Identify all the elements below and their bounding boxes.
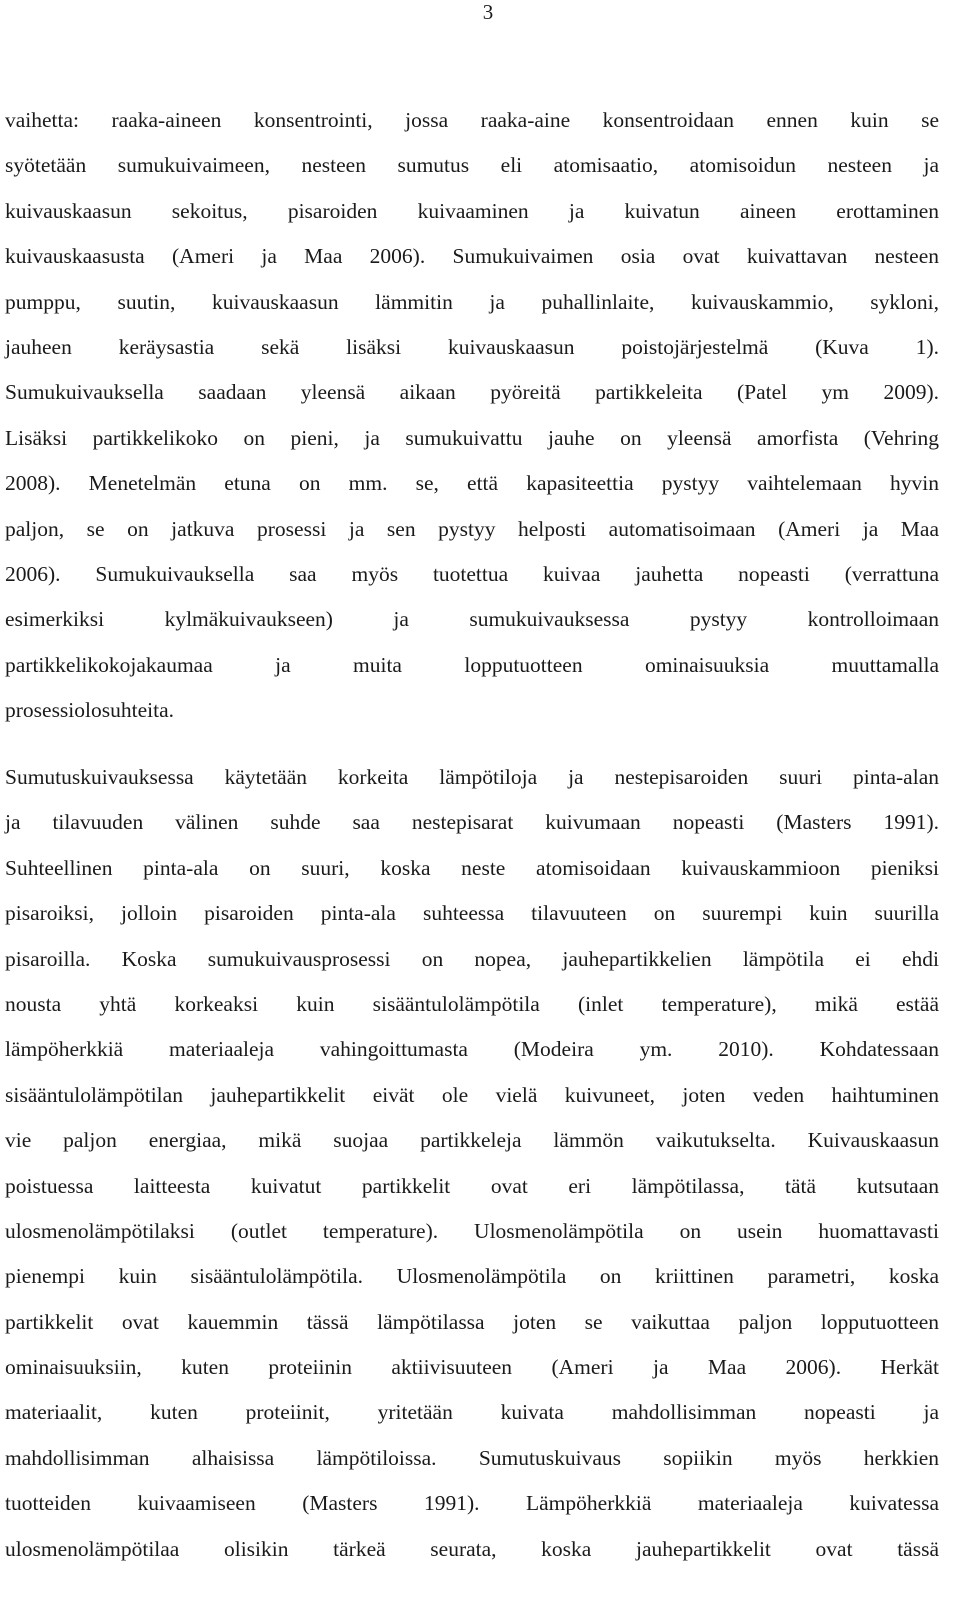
text-line: sisääntulolämpötilan jauhepartikkelit eivät ole vielä kuivuneet, joten veden haihtuminen [5, 1082, 939, 1107]
text-line: kuivauskaasun sekoitus, pisaroiden kuivaaminen ja kuivatun aineen erottaminen [5, 198, 939, 223]
text-line: Lisäksi partikkelikoko on pieni, ja sumukuivattu jauhe on yleensä amorfista (Vehring [5, 425, 939, 450]
text-line: mahdollisimman alhaisissa lämpötiloissa. Sumutuskuivaus sopiikin myös herkkien [5, 1445, 939, 1470]
text-line: pisaroilla. Koska sumukuivausprosessi on nopea, jauhepartikkelien lämpötila ei ehdi [5, 946, 939, 971]
text-line: pumppu, suutin, kuivauskaasun lämmitin ja puhallinlaite, kuivauskammio, sykloni, [5, 289, 939, 314]
text-line: Sumukuivauksella saadaan yleensä aikaan pyöreitä partikkeleita (Patel ym 2009). [5, 380, 939, 405]
paragraph-spray-drying-stages [5, 98, 939, 733]
text-line: pisaroiksi, jolloin pisaroiden pinta-ala suhteessa tilavuuteen on suurempi kuin suurilla [5, 901, 939, 926]
text-line: 2008). Menetelmän etuna on mm. se, että kapasiteettia pystyy vaihtelemaan hyvin [5, 471, 939, 496]
text-line: pienempi kuin sisääntulolämpötila. Ulosmenolämpötila on kriittinen parametri, koska [5, 1264, 939, 1289]
text-line: poistuessa laitteesta kuivatut partikkelit ovat eri lämpötilassa, tätä kutsutaan [5, 1173, 939, 1198]
text-line: nousta yhtä korkeaksi kuin sisääntulolämpötila (inlet temperature), mikä estää [5, 991, 939, 1016]
text-line: vaihetta: raaka-aineen konsentrointi, jossa raaka-aine konsentroidaan ennen kuin se [5, 108, 939, 132]
paragraph-temperatures [5, 755, 939, 1572]
text-line: ominaisuuksiin, kuten proteiinin aktiivisuuteen (Ameri ja Maa 2006). Herkät [5, 1355, 939, 1380]
text-line: vie paljon energiaa, mikä suojaa partikkeleja lämmön vaikutukselta. Kuivauskaasun [5, 1128, 939, 1153]
text-line: partikkelit ovat kauemmin tässä lämpötilassa joten se vaikuttaa paljon lopputuotteen [5, 1309, 939, 1334]
text-line: ulosmenolämpötilaksi (outlet temperature). Ulosmenolämpötila on usein huomattavasti [5, 1218, 939, 1243]
text-line: paljon, se on jatkuva prosessi ja sen pystyy helposti automatisoimaan (Ameri ja Maa [5, 516, 939, 541]
text-line: materiaalit, kuten proteiinit, yritetään kuivata mahdollisimman nopeasti ja [5, 1400, 939, 1425]
page-number-text: 3 [482, 0, 494, 24]
text-line: prosessiolosuhteita. [5, 698, 174, 723]
text-line: tuotteiden kuivaamiseen (Masters 1991). Lämpöherkkiä materiaaleja kuivatessa [5, 1491, 939, 1516]
text-line: kuivauskaasusta (Ameri ja Maa 2006). Sumukuivaimen osia ovat kuivattavan nesteen [5, 244, 939, 269]
text-line: 2006). Sumukuivauksella saa myös tuotettua kuivaa jauhetta nopeasti (verrattuna [5, 561, 939, 586]
text-line: ulosmenolämpötilaa olisikin tärkeä seurata, koska jauhepartikkelit ovat tässä [5, 1536, 939, 1561]
text-line: Suhteellinen pinta-ala on suuri, koska neste atomisoidaan kuivauskammioon pieniksi [5, 855, 939, 880]
text-line: partikkelikokojakaumaa ja muita lopputuotteen ominaisuuksia muuttamalla [5, 652, 939, 677]
page-number [0, 0, 960, 24]
text-line: syötetään sumukuivaimeen, nesteen sumutus eli atomisaatio, atomisoidun nesteen ja [5, 153, 939, 178]
text-line: Sumutuskuivauksessa käytetään korkeita lämpötiloja ja nestepisaroiden suuri pinta-alan [5, 765, 939, 789]
text-line: ja tilavuuden välinen suhde saa nestepisarat kuivumaan nopeasti (Masters 1991). [5, 810, 939, 835]
text-line: jauheen keräysastia sekä lisäksi kuivauskaasun poistojärjestelmä (Kuva 1). [5, 334, 939, 359]
text-line: esimerkiksi kylmäkuivaukseen) ja sumukuivauksessa pystyy kontrolloimaan [5, 607, 939, 632]
text-line: lämpöherkkiä materiaaleja vahingoittumasta (Modeira ym. 2010). Kohdatessaan [5, 1037, 939, 1062]
